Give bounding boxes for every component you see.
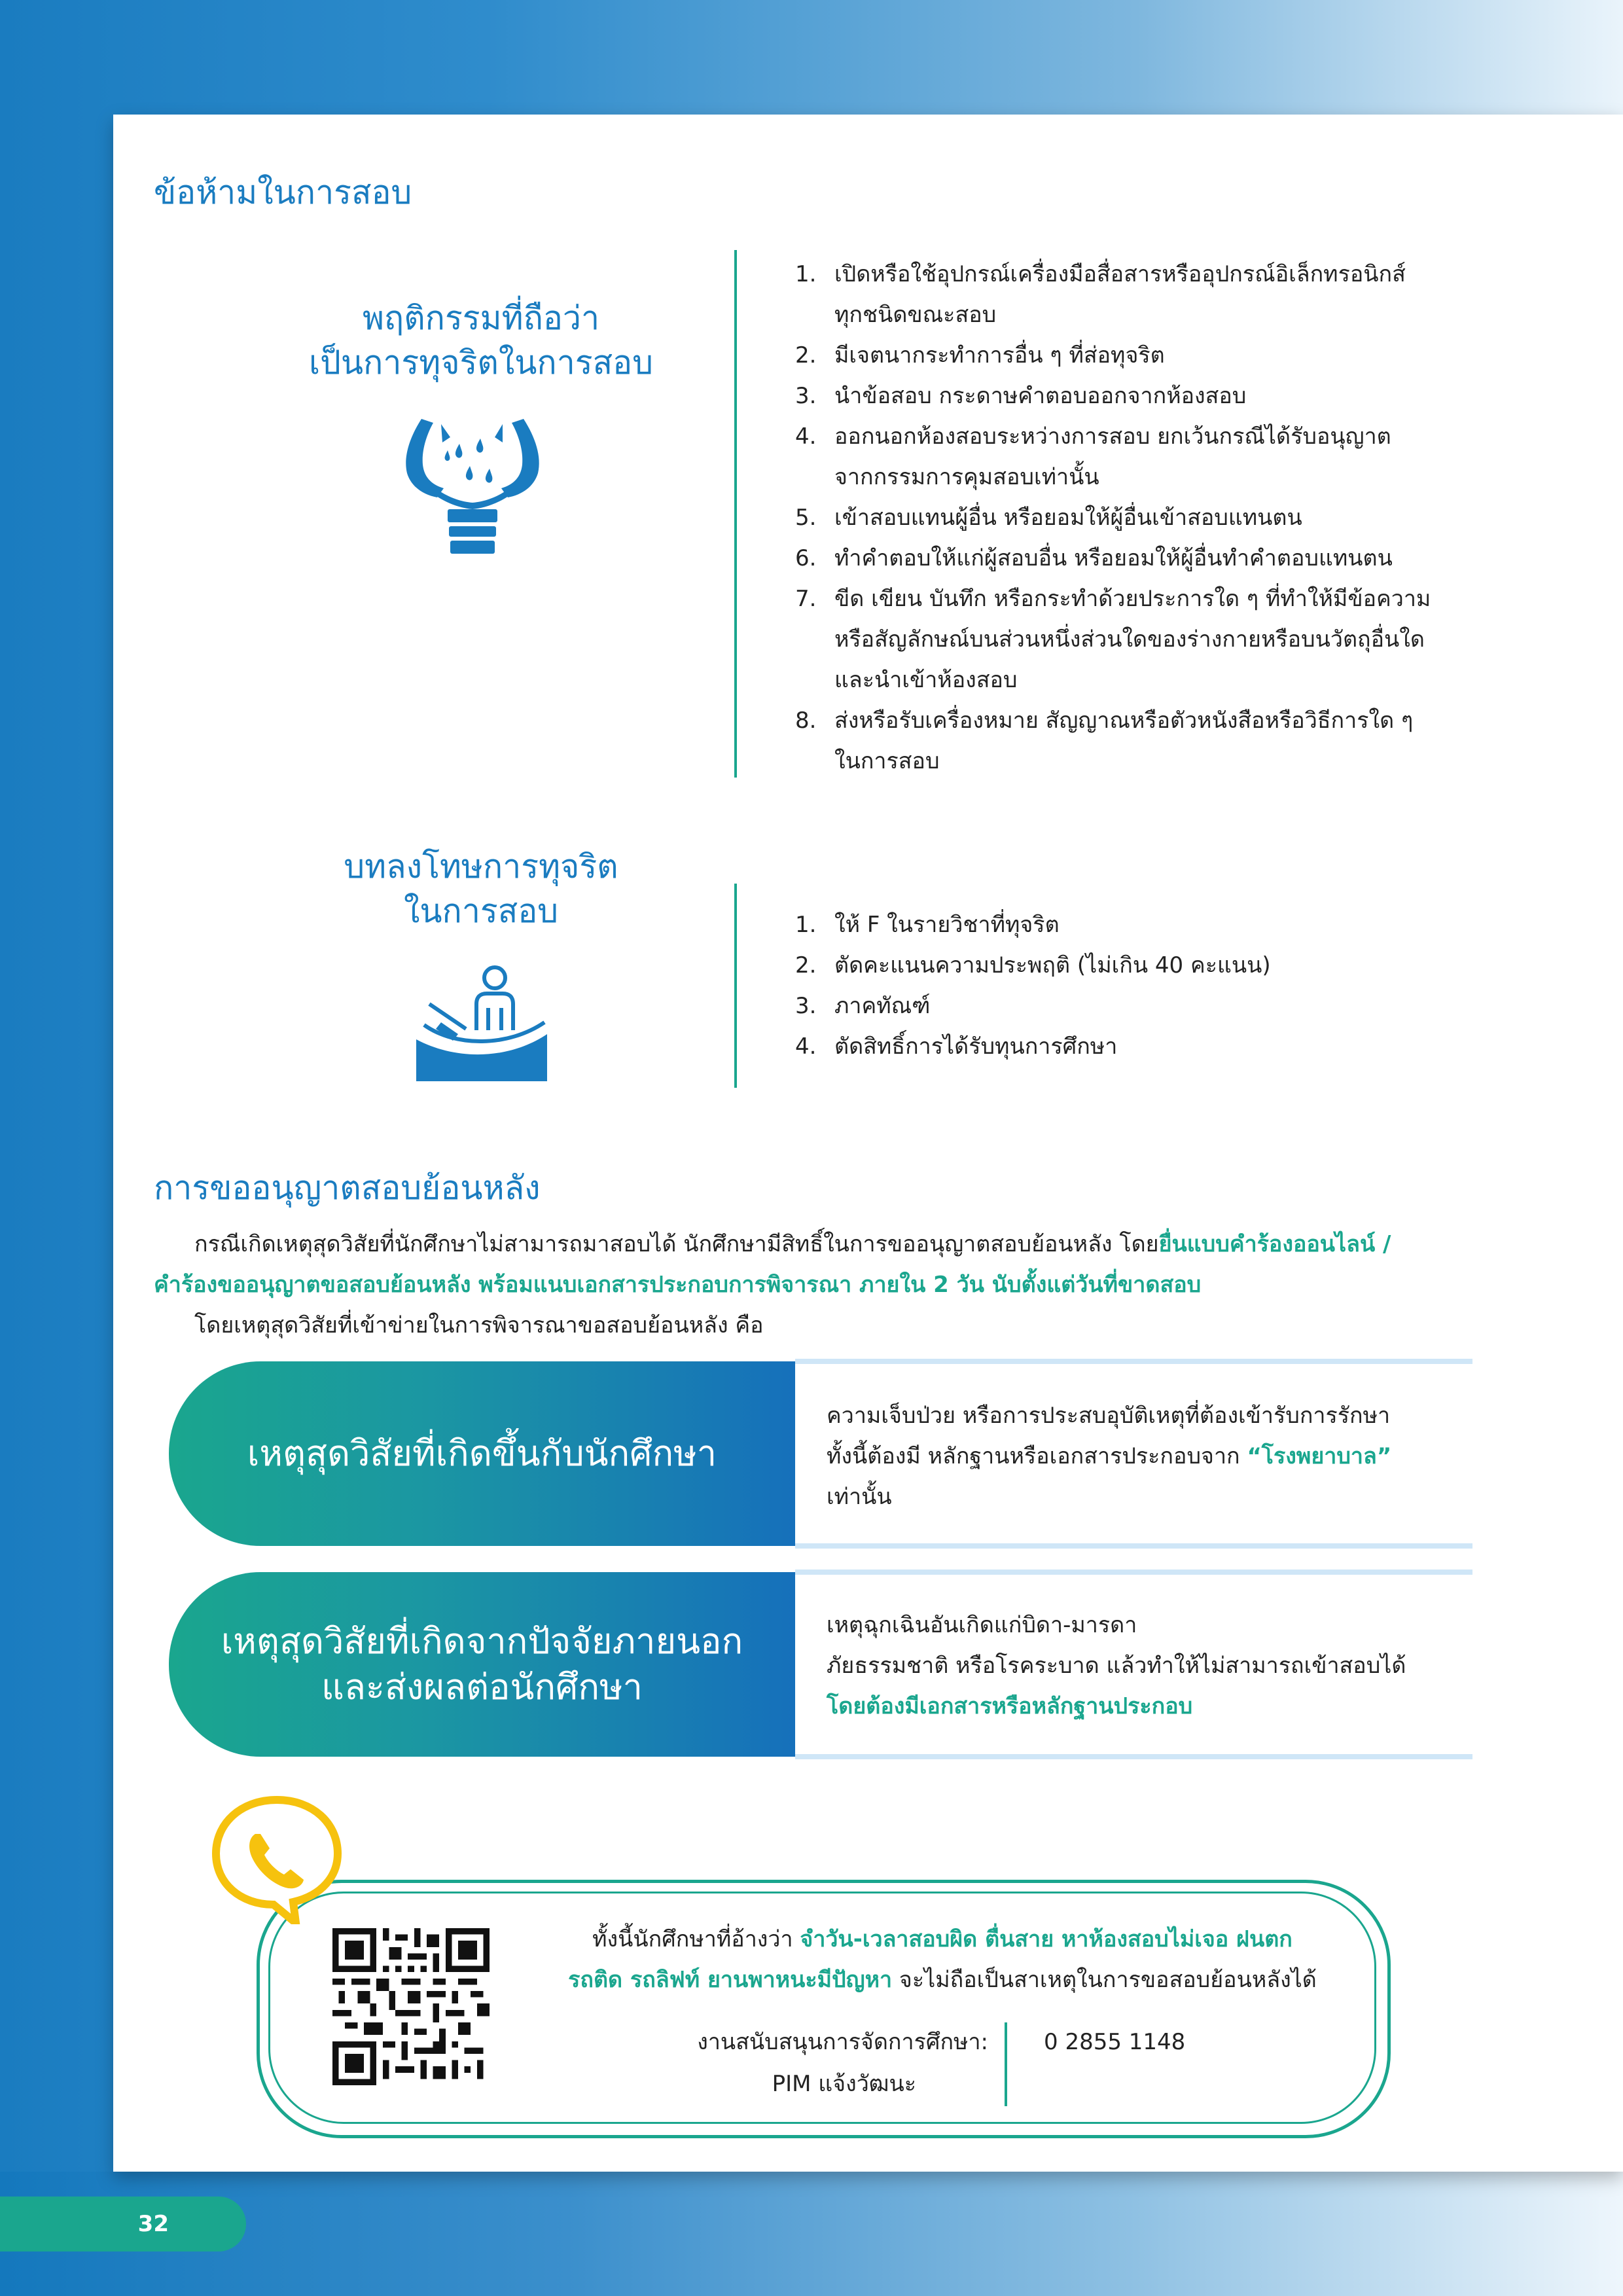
section-title-prohibitions: ข้อห้ามในการสอบ xyxy=(154,173,412,211)
prohibition-list xyxy=(795,254,1476,781)
list-item: 2. มีเจตนากระทำการอื่น ๆ ที่ส่อทุจริต xyxy=(795,342,1165,368)
case-internal-text: ความเจ็บป่วย หรือการประสบอุบัติเหตุที่ต้องเข้ารับการรักษา ทั้งนี้ต้องมี หลักฐานหรือเอกสารประกอบจาก “โรงพยาบาล” เท่านั้น xyxy=(827,1403,1392,1510)
behavior-title: พฤติกรรมที่ถือว่า เป็นการทุจริตในการสอบ xyxy=(309,299,653,382)
list-item: 3. ภาคทัณฑ์ xyxy=(795,993,931,1019)
case-external-pill: เหตุสุดวิสัยที่เกิดจากปัจจัยภายนอก และส่งผลต่อนักศึกษา xyxy=(169,1572,795,1757)
page-number: 32 xyxy=(0,2197,246,2251)
broken-shackle-icon xyxy=(397,411,548,556)
penalty-title: บทลงโทษการทุจริต ในการสอบ xyxy=(344,848,618,930)
list-item: 4. ตัดสิทธิ์การได้รับทุนการศึกษา xyxy=(795,1033,1118,1060)
list-item: 3. นำข้อสอบ กระดาษคำตอบออกจากห้องสอบ xyxy=(795,383,1247,409)
list-item: 6. ทำคำตอบให้แก่ผู้สอบอื่น หรือยอมให้ผู้อื่นทำคำตอบแทนตน xyxy=(795,545,1393,571)
divider-line-penalty xyxy=(734,884,737,1088)
contact-unit: งานสนับสนุนการจัดการศึกษา: PIM แจ้งวัฒนะ xyxy=(697,2029,988,2097)
section-title-makeup-exam: การขออนุญาตสอบย้อนหลัง xyxy=(154,1169,541,1207)
list-item: 8. ส่งหรือรับเครื่องหมาย สัญญาณหรือตัวหนังสือหรือวิธีการใด ๆ ในการสอบ xyxy=(795,708,1414,774)
phone-bubble-icon xyxy=(208,1793,346,1924)
list-item: 1. ให้ F ในรายวิชาที่ทุจริต xyxy=(795,912,1060,938)
case-internal-pill: เหตุสุดวิสัยที่เกิดขึ้นกับนักศึกษา xyxy=(169,1361,795,1546)
qr-code xyxy=(332,1928,490,2085)
list-item: 2. ตัดคะแนนความประพฤติ (ไม่เกิน 40 คะแนน) xyxy=(795,952,1271,978)
notice-text: ทั้งนี้นักศึกษาที่อ้างว่า จำวัน-เวลาสอบผิด ตื่นสาย หาห้องสอบไม่เจอ ฝนตก รถติด รถลิฟท์ ยานพาหนะมีปัญหา จะไม่ถือเป็นสาเหตุในการขอสอบย้อนหลังได้ xyxy=(568,1926,1317,1993)
list-item: 4. ออกนอกห้องสอบระหว่างการสอบ ยกเว้นกรณีได้รับอนุญาต จากกรรมการคุมสอบเท่านั้น xyxy=(795,423,1391,490)
list-item: 1. เปิดหรือใช้อุปกรณ์เครื่องมือสื่อสารหรืออุปกรณ์อิเล็กทรอนิกส์ ทุกชนิดขณะสอบ xyxy=(795,261,1406,328)
list-item: 7. ขีด เขียน บันทึก หรือกระทำด้วยประการใด ๆ ที่ทำให้มีข้อความ หรือสัญลักษณ์บนส่วนหนึ่งส่วนใดของร่างกายหรือบนวัตถุอื่นใด และนำเข้าห้องสอบ xyxy=(795,586,1431,693)
contact-phone: 0 2855 1148 xyxy=(1044,2029,1186,2055)
penalty-list xyxy=(795,905,1476,1067)
list-item: 5. เข้าสอบแทนผู้อื่น หรือยอมให้ผู้อื่นเข้าสอบแทนตน xyxy=(795,505,1302,531)
contact-divider xyxy=(1005,2022,1007,2106)
makeup-paragraph: กรณีเกิดเหตุสุดวิสัยที่นักศึกษาไม่สามารถมาสอบได้ นักศึกษามีสิทธิ์ในการขออนุญาตสอบย้อนหลัง โดยยื่นแบบคำร้องออนไลน์ / คำร้องขออนุญาตขอสอบย้อนหลัง พร้อมแนบเอกสารประกอบการพิจารณา ภายใน 2 วัน นับตั้งแต่วันที่ขาดสอบ โดยเหตุสุดวิสัยที่เข้าข่ายในการพิจารณาขอสอบย้อนหลัง คือ xyxy=(154,1231,1391,1338)
person-in-water-icon xyxy=(416,962,547,1081)
case-external-text: เหตุฉุกเฉินอันเกิดแก่บิดา-มารดา ภัยธรรมชาติ หรือโรคระบาด แล้วทำให้ไม่สามารถเข้าสอบได้ โดยต้องมีเอกสารหรือหลักฐานประกอบ xyxy=(827,1612,1406,1719)
divider-line xyxy=(734,250,737,778)
